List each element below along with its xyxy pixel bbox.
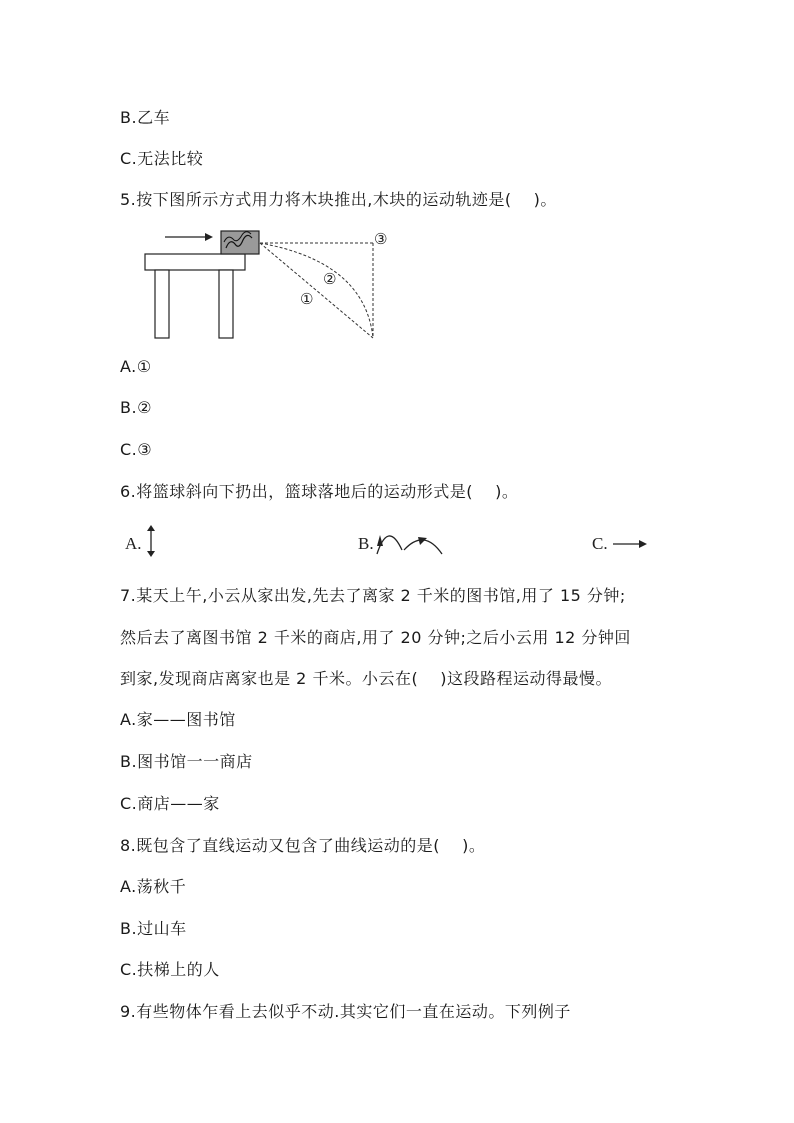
q6-option-a-label: A.: [125, 534, 142, 553]
q8-option-b: B.过山车: [120, 919, 187, 938]
path-label-3: ③: [374, 230, 388, 248]
q6-bounce-path-icon: [374, 526, 446, 558]
q5-stem: 5.按下图所示方式用力将木块推出,木块的运动轨迹是( )。: [120, 190, 557, 209]
q7-stem-line-1: 7.某天上午,小云从家出发,先去了离家 2 千米的图书馆,用了 15 分钟;: [120, 586, 626, 605]
q5-option-c: C.③: [120, 440, 153, 459]
q7-option-a: A.家——图书馆: [120, 710, 236, 729]
q6-option-b-label: B.: [358, 534, 374, 553]
q6-straight-arrow-icon: [612, 538, 648, 550]
path-label-2: ②: [323, 270, 337, 288]
q6-updown-arrow-icon: [145, 524, 157, 558]
table-leg-left: [155, 270, 169, 338]
q6-option-c-label: C.: [592, 534, 608, 553]
q5-option-a: A.①: [120, 357, 152, 376]
q7-stem-line-3: 到家,发现商店离家也是 2 千米。小云在( )这段路程运动得最慢。: [120, 669, 613, 688]
q5-option-b: B.②: [120, 398, 152, 417]
q7-option-b: B.图书馆一一商店: [120, 752, 253, 771]
q6-stem: 6.将篮球斜向下扔出，篮球落地后的运动形式是( )。: [120, 482, 519, 501]
trajectories: [260, 243, 373, 338]
q4-option-c: C.无法比较: [120, 149, 204, 168]
q8-stem: 8.既包含了直线运动又包含了曲线运动的是( )。: [120, 836, 486, 855]
path-1: [260, 243, 373, 338]
table-top: [145, 254, 245, 270]
q8-option-a: A.荡秋千: [120, 877, 187, 896]
path-label-1: ①: [300, 290, 314, 308]
table: [145, 254, 245, 338]
q8-option-c: C.扶梯上的人: [120, 960, 220, 979]
wooden-block: [221, 231, 259, 254]
q4-option-b: B.乙车: [120, 108, 171, 127]
q5-figure: [120, 222, 390, 344]
q7-option-c: C.商店——家: [120, 794, 220, 813]
q7-stem-line-2: 然后去了离图书馆 2 千米的商店,用了 20 分钟;之后小云用 12 分钟回: [120, 628, 631, 647]
push-arrow-icon: [165, 233, 213, 241]
q9-stem: 9.有些物体乍看上去似乎不动.其实它们一直在运动。下列例子: [120, 1002, 571, 1021]
table-leg-right: [219, 270, 233, 338]
